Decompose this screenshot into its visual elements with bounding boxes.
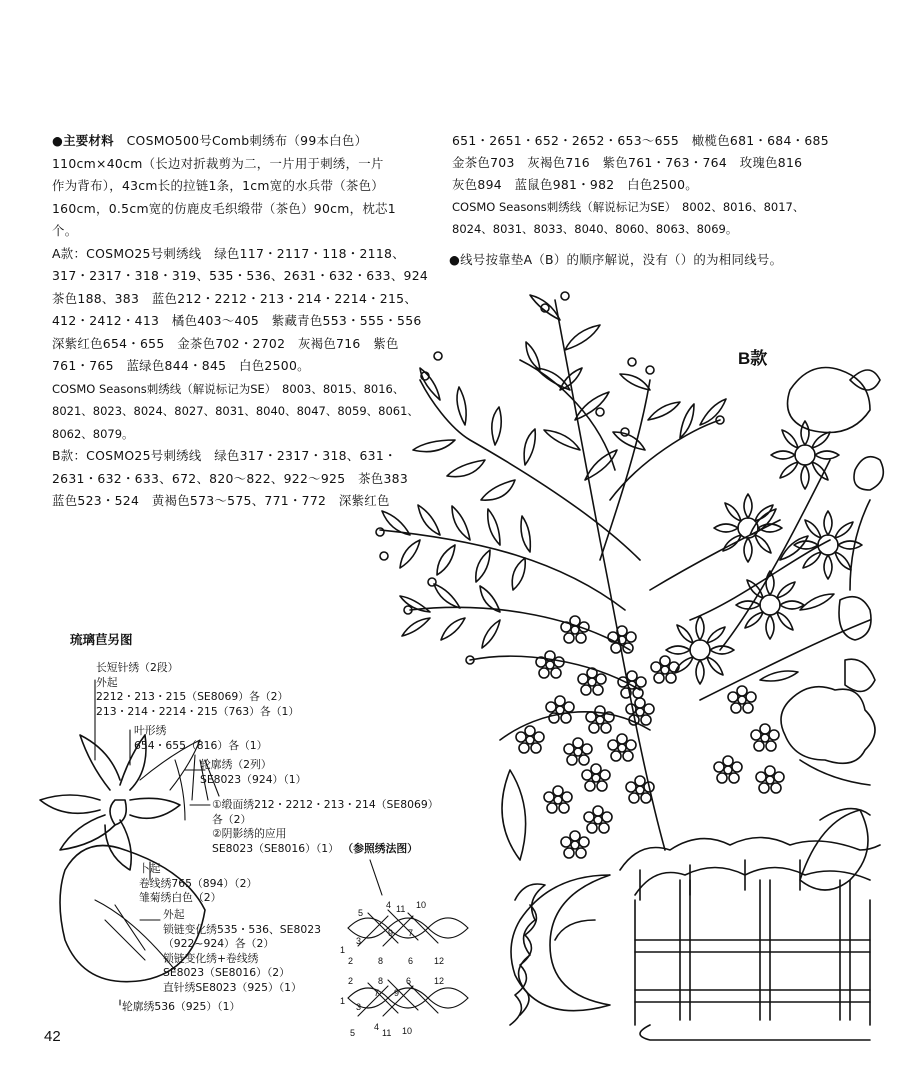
stitch-diagram <box>338 898 458 1048</box>
stitch-number: 5 <box>358 908 364 918</box>
annotation-line: 轮廓绣（2列） <box>200 758 272 771</box>
stitch-number: 10 <box>402 1026 413 1036</box>
annotation-line: 外起 <box>96 675 118 689</box>
stitch-number: 6 <box>406 976 412 986</box>
stitch-number: 3 <box>356 936 362 946</box>
stitch-number: 4 <box>374 1022 380 1032</box>
annotation-line: 锁链变化绣+卷线绣 <box>163 951 259 965</box>
b-thread-line: B款：COSMO25号刺绣线 绿色317・2317・318、631・ <box>52 448 397 463</box>
a-thread-line: 茶色188、383 蓝色212・2212・213・214・2214・215、 <box>52 290 418 306</box>
annotation-line: ①缎面绣212・2212・213・214（SE8069） <box>212 798 439 811</box>
b-thread-line: 金茶色703 灰褐色716 紫色761・763・764 玫瑰色816 <box>452 155 803 170</box>
annotation-line: 654・655（816）各（1） <box>134 738 268 752</box>
annotation-line: 长短针绣（2段） <box>96 661 179 674</box>
annotation-line: （922~924）各（2） <box>163 937 275 950</box>
annotation-line <box>212 842 439 857</box>
annotation-line-text: SE8023（SE8016）（1） <box>212 841 339 855</box>
a-thread-line: 761・765 蓝绿色844・845 白色2500。 <box>52 358 310 373</box>
annotation-line: SE8023（SE8016）（2） <box>163 966 290 979</box>
annotation-line: SE8023（924）（1） <box>200 772 307 786</box>
a-se-line: COSMO Seasons刺绣线（解说标记为SE） 8003、8015、8016、 <box>52 381 405 396</box>
long-short-stitch-note <box>96 661 299 719</box>
stitch-number: 8 <box>378 976 384 986</box>
stitch-number: 4 <box>386 900 392 910</box>
b-thread-line: 651・2651・652・2652・653～655 橄榄色681・684・685 <box>452 133 829 148</box>
satin-stitch-note <box>212 798 439 856</box>
a-thread-line: 412・2412・413 橘色403～405 紫藏青色553・555・556 <box>52 313 422 328</box>
stitch-diagram-reference: （参照绣法图） <box>342 841 418 855</box>
stitch-number: 2 <box>348 956 354 966</box>
thread-order-note: ●线号按靠垫A（B）的顺序解说，没有（）的为相同线号。 <box>449 252 783 267</box>
materials-line: 个。 <box>52 223 78 238</box>
b-se-line: COSMO Seasons刺绣线（解说标记为SE） 8002、8016、8017、 <box>452 200 805 214</box>
outline-stitch-536-note: 轮廓绣536（925）（1） <box>122 1000 241 1013</box>
stitch-number: 2 <box>348 976 354 986</box>
materials-line: 作为背布），43cm长的拉链1条，1cm宽的水兵带（茶色） <box>52 178 385 193</box>
materials-heading: ●主要材料 <box>52 133 114 148</box>
fabric-line: COSMO500号Comb刺绣布（99本白色） <box>126 133 368 148</box>
pattern-b-label: B款 <box>738 349 768 368</box>
stitch-number: 1 <box>340 945 346 955</box>
stitch-number: 5 <box>350 1028 356 1038</box>
annotation-line: 外起 <box>163 908 185 921</box>
annotation-line: 卜起 <box>139 862 161 875</box>
stitch-number: 9 <box>388 928 394 938</box>
annotation-line: ②阴影绣的应用 <box>212 827 287 840</box>
a-thread-line: 317・2317・318・319、535・536、2631・632・633、924 <box>52 268 429 283</box>
annotation-line: 2212・213・215（SE8069）各（2） <box>96 690 289 703</box>
stitch-number: 7 <box>408 928 414 938</box>
stitch-number: 6 <box>408 956 414 966</box>
annotation-line: 锁链变化绣535・536、SE8023 <box>163 922 321 936</box>
annotation-line: 各（2） <box>212 812 252 826</box>
stitch-number: 7 <box>374 988 380 998</box>
stitch-number: 11 <box>382 1028 392 1038</box>
stitch-number: 1 <box>340 996 346 1006</box>
stitch-number: 3 <box>356 1002 362 1012</box>
bullion-stitch-note <box>139 862 257 906</box>
page-number: 42 <box>44 1028 61 1045</box>
annotation-line: 叶形绣 <box>134 724 167 737</box>
chain-stitch-note <box>163 908 321 995</box>
stitch-number: 9 <box>394 988 400 998</box>
a-thread-line: A款：COSMO25号刺绣线 绿色117・2117・118・2118、 <box>52 245 405 261</box>
annotation-line: 雏菊绣白色（2） <box>139 891 222 904</box>
b-se-line: 8024、8031、8033、8040、8060、8063、8069。 <box>452 222 738 236</box>
borage-detail-title: 琉璃苣另图 <box>70 632 133 647</box>
materials-line: 110cm×40cm（长边对折裁剪为二，一片用于刺绣，一片 <box>52 155 384 171</box>
stitch-number: 12 <box>434 956 445 966</box>
a-thread-line: 深紫红色654・655 金茶色702・2702 灰褐色716 紫色 <box>52 335 399 351</box>
b-thread-line: 灰色894 蓝鼠色981・982 白色2500。 <box>452 177 698 192</box>
a-se-line: 8062、8079。 <box>52 426 134 441</box>
leaf-stitch-note <box>134 724 267 753</box>
annotation-line: 213・214・2214・215（763）各（1） <box>96 704 300 718</box>
b-thread-line: 2631・632・633、672、820～822、922～925 茶色383 <box>52 470 409 486</box>
b-thread-line: 蓝色523・524 黄褐色573～575、771・772 深紫红色 <box>52 493 390 508</box>
annotation-line: 直针绣SE8023（925）（1） <box>163 980 302 994</box>
outline-stitch-note <box>200 758 306 787</box>
stitch-number: 11 <box>396 904 406 914</box>
annotation-line: 卷线绣765（894）（2） <box>139 876 258 890</box>
a-se-line: 8021、8023、8024、8027、8031、8040、8047、8059、8061、 <box>52 404 419 418</box>
stitch-number: 12 <box>434 976 445 986</box>
stitch-number: 10 <box>416 900 427 910</box>
materials-line: 160cm，0.5cm宽的仿鹿皮毛织缎带（茶色）90cm，枕芯1 <box>52 200 396 216</box>
stitch-number: 8 <box>378 956 384 966</box>
